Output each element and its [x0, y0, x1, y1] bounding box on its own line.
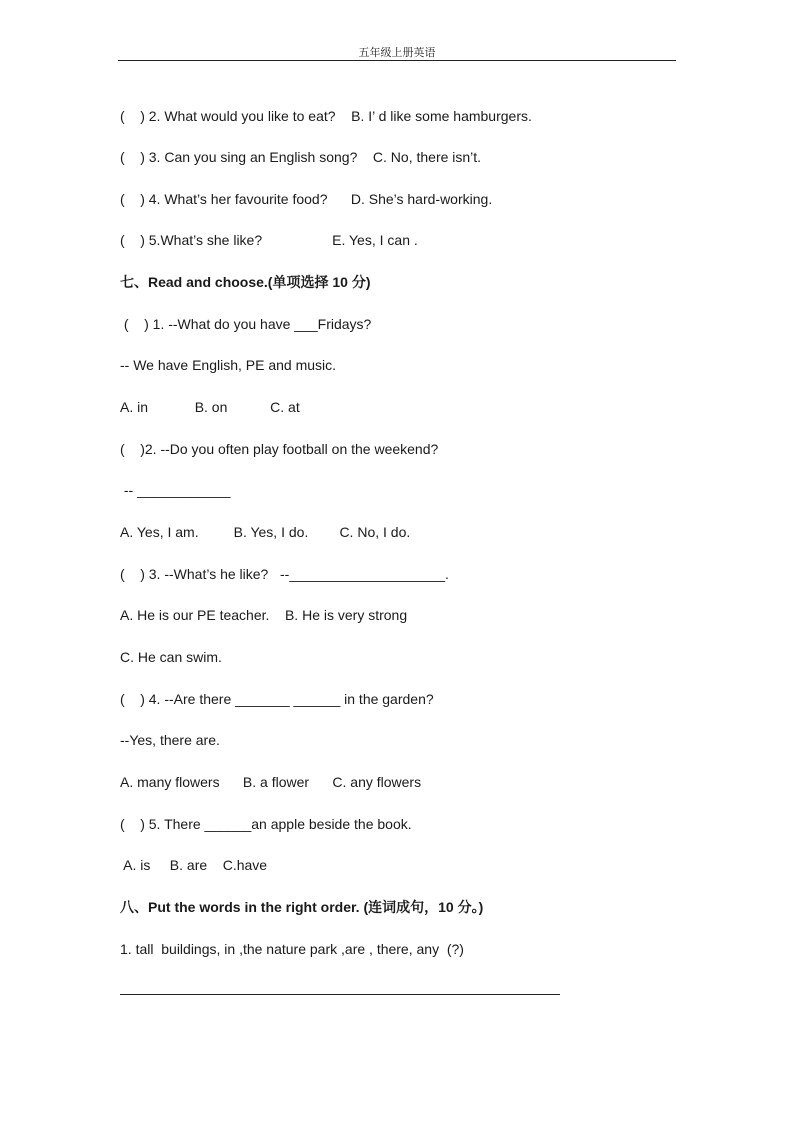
question-5-options: A. is B. are C.have: [120, 857, 268, 873]
question-2: ( )2. --Do you often play football on the weekend?: [120, 441, 439, 457]
question-1-options: A. in B. on C. at: [120, 399, 300, 415]
section-8-heading: 八、Put the words in the right order. (连词成句，10 分。): [120, 899, 484, 915]
question-2-blank: -- ____________: [120, 482, 231, 498]
question-5: ( ) 5. There ______an apple beside the book.: [120, 816, 412, 832]
question-3-options-ab: A. He is our PE teacher. B. He is very strong: [120, 607, 408, 623]
question-4: ( ) 4. --Are there _______ ______ in the garden?: [120, 691, 434, 707]
question-1-answer: -- We have English, PE and music.: [120, 357, 337, 373]
question-4-answer: --Yes, there are.: [120, 732, 220, 748]
answer-line: [120, 994, 560, 995]
order-question-1: 1. tall buildings, in ,the nature park ,are , there, any (?): [120, 941, 464, 957]
question-2-options: A. Yes, I am. B. Yes, I do. C. No, I do.: [120, 524, 411, 540]
page-header: 五年级上册英语: [358, 46, 436, 59]
question-1: ( ) 1. --What do you have ___Fridays?: [120, 316, 372, 332]
header-rule: [118, 60, 676, 61]
match-item-5: ( ) 5.What’s she like? E. Yes, I can .: [120, 232, 418, 248]
match-item-2: ( ) 2. What would you like to eat? B. I’ d like some hamburgers.: [120, 108, 532, 124]
question-3-option-c: C. He can swim.: [120, 649, 222, 665]
question-4-options: A. many flowers B. a flower C. any flowers: [120, 774, 422, 790]
match-item-4: ( ) 4. What’s her favourite food? D. She’s hard-working.: [120, 191, 493, 207]
question-3: ( ) 3. --What’s he like? --____________________.: [120, 566, 449, 582]
section-7-heading: 七、Read and choose.(单项选择 10 分): [120, 274, 371, 290]
match-item-3: ( ) 3. Can you sing an English song? C. No, there isn’t.: [120, 149, 482, 165]
